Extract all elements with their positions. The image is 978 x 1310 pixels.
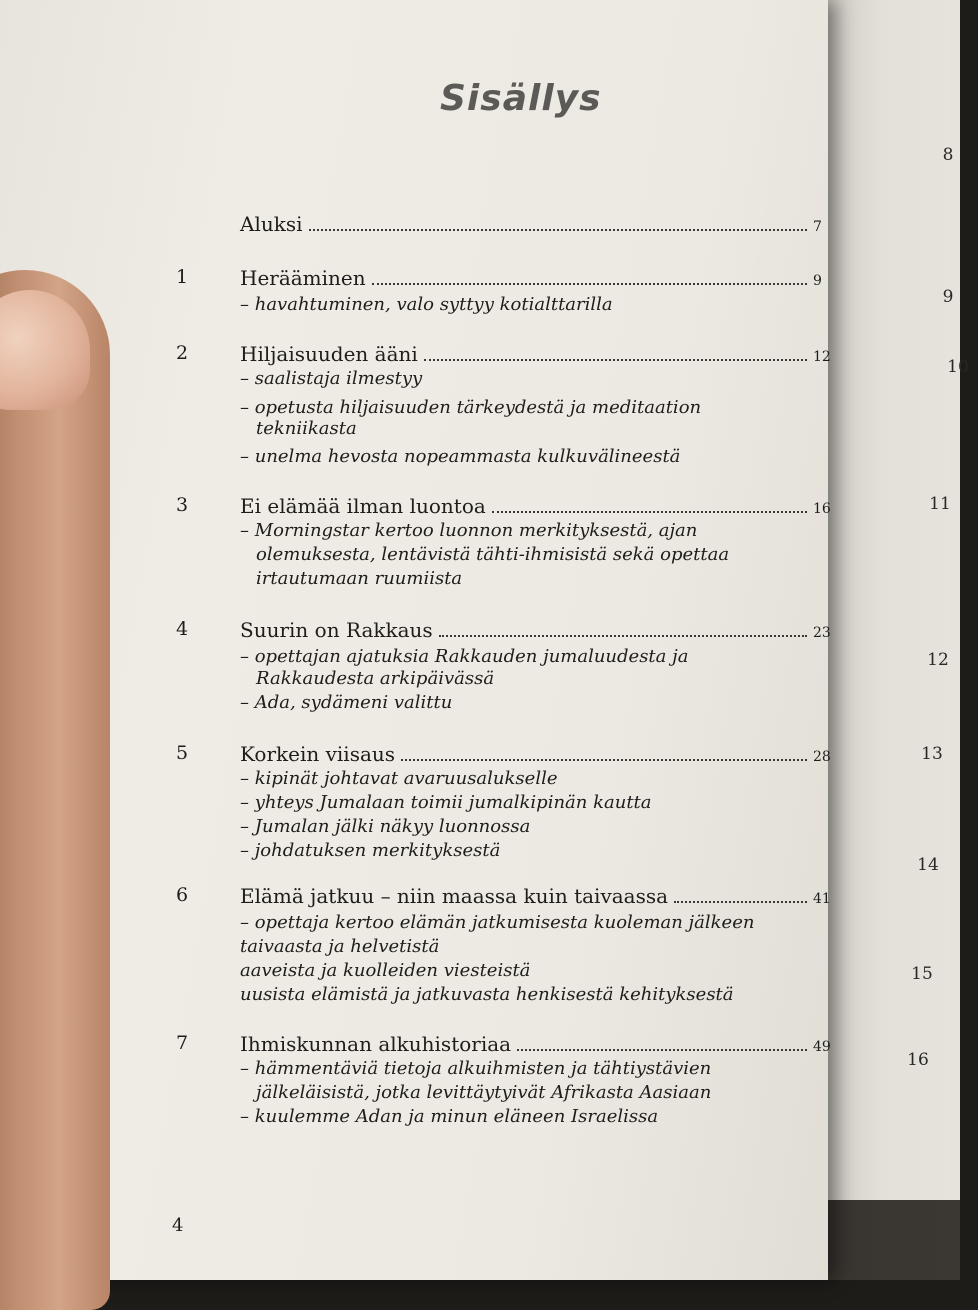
chapter-number: 6 <box>175 884 189 906</box>
toc-entry-page: 9 <box>813 273 822 289</box>
dot-leader <box>401 745 807 761</box>
toc-subline: – kuulemme Adan ja minun eläneen Israelissa <box>240 1106 659 1127</box>
dot-leader <box>674 887 807 903</box>
adjacent-page-number: 10 <box>947 357 969 377</box>
dot-leader <box>439 621 807 637</box>
toc-subline: – johdatuksen merkityksestä <box>240 840 501 861</box>
toc-entry-title: Ihmiskunnan alkuhistoriaa <box>240 1032 512 1056</box>
dot-leader <box>492 497 807 513</box>
adjacent-page-number: 14 <box>917 855 939 875</box>
toc-entry-title: Hiljaisuuden ääni <box>240 342 418 366</box>
page-number: 4 <box>172 1215 184 1236</box>
toc-entry-heading <box>240 618 835 642</box>
chapter-number: 1 <box>175 266 189 288</box>
adjacent-page-number: 15 <box>911 964 933 984</box>
toc-subline: – opettajan ajatuksia Rakkauden jumaluudesta ja <box>240 646 689 667</box>
adjacent-page-number: 16 <box>907 1050 929 1070</box>
toc-subline: – havahtuminen, valo syttyy kotialttarilla <box>240 294 613 315</box>
toc-subline: – yhteys Jumalaan toimii jumalkipinän kautta <box>240 792 652 813</box>
toc-subline: – kipinät johtavat avaruusalukselle <box>240 768 558 789</box>
thumb <box>0 270 110 1310</box>
chapter-number: 7 <box>175 1032 189 1054</box>
toc-subline: – Ada, sydämeni valittu <box>240 692 453 713</box>
toc-entry-heading <box>240 494 835 518</box>
toc-entry-title: Korkein viisaus <box>240 742 396 766</box>
toc-entry-page: 7 <box>813 219 822 235</box>
toc-entry-heading <box>240 742 835 766</box>
toc-subline: Rakkaudesta arkipäivässä <box>256 668 495 689</box>
toc-subline: taivaasta ja helvetistä <box>240 936 440 957</box>
toc-subline: olemuksesta, lentävistä tähti-ihmisistä sekä opettaa <box>256 544 730 565</box>
toc-subline: – Morningstar kertoo luonnon merkityksestä, ajan <box>240 520 698 541</box>
toc-entry-title: Aluksi <box>240 212 303 236</box>
chapter-number: 3 <box>175 494 189 516</box>
dot-leader <box>517 1035 807 1051</box>
toc-subline: tekniikasta <box>256 418 357 439</box>
toc-entry-title: Ei elämää ilman luontoa <box>240 494 486 518</box>
toc-subline: – Jumalan jälki näkyy luonnossa <box>240 816 531 837</box>
adjacent-page-number: 11 <box>929 494 951 514</box>
toc-subline: – hämmentäviä tietoja alkuihmisten ja tähtiystävien <box>240 1058 712 1079</box>
toc-title: Sisällys <box>440 78 602 119</box>
dot-leader <box>309 215 808 231</box>
toc-entry-heading <box>240 212 835 236</box>
chapter-number: 2 <box>175 342 189 364</box>
toc-subline: irtautumaan ruumiista <box>256 568 463 589</box>
toc-subline: – opettaja kertoo elämän jatkumisesta kuoleman jälkeen <box>240 912 755 933</box>
toc-entry-title: Elämä jatkuu – niin maassa kuin taivaassa <box>240 884 669 908</box>
chapter-number: 4 <box>175 618 189 640</box>
adjacent-page-number: 9 <box>942 287 954 307</box>
toc-entry-title: Herääminen <box>240 266 366 290</box>
adjacent-page-number: 12 <box>927 650 949 670</box>
toc-entry-heading <box>240 884 835 908</box>
toc-subline: – unelma hevosta nopeammasta kulkuvälineestä <box>240 446 681 467</box>
toc-subline: jälkeläisistä, jotka levittäytyivät Afrikasta Aasiaan <box>256 1082 712 1103</box>
adjacent-page <box>828 0 969 1200</box>
toc-subline: uusista elämistä ja jatkuvasta henkisestä kehityksestä <box>240 984 734 1005</box>
toc-subline: – opetusta hiljaisuuden tärkeydestä ja meditaation <box>240 397 702 418</box>
adjacent-page-number: 8 <box>942 145 954 165</box>
adjacent-page-number: 13 <box>921 744 943 764</box>
toc-entry-page: 41 <box>813 891 831 907</box>
toc-entry-heading <box>240 266 835 290</box>
toc-subline: – saalistaja ilmestyy <box>240 368 423 389</box>
dot-leader <box>424 345 807 361</box>
toc-subline: aaveista ja kuolleiden viesteistä <box>240 960 531 981</box>
toc-entry-page: 28 <box>813 749 831 765</box>
chapter-number: 5 <box>175 742 189 764</box>
toc-entry-page: 23 <box>813 625 831 641</box>
toc-entry-page: 49 <box>813 1039 831 1055</box>
toc-entry-heading <box>240 342 835 366</box>
toc-entry-page: 16 <box>813 501 831 517</box>
toc-entry-heading <box>240 1032 835 1056</box>
toc-entry-title: Suurin on Rakkaus <box>240 618 433 642</box>
toc-entry-page: 12 <box>813 349 831 365</box>
dot-leader <box>372 269 807 285</box>
